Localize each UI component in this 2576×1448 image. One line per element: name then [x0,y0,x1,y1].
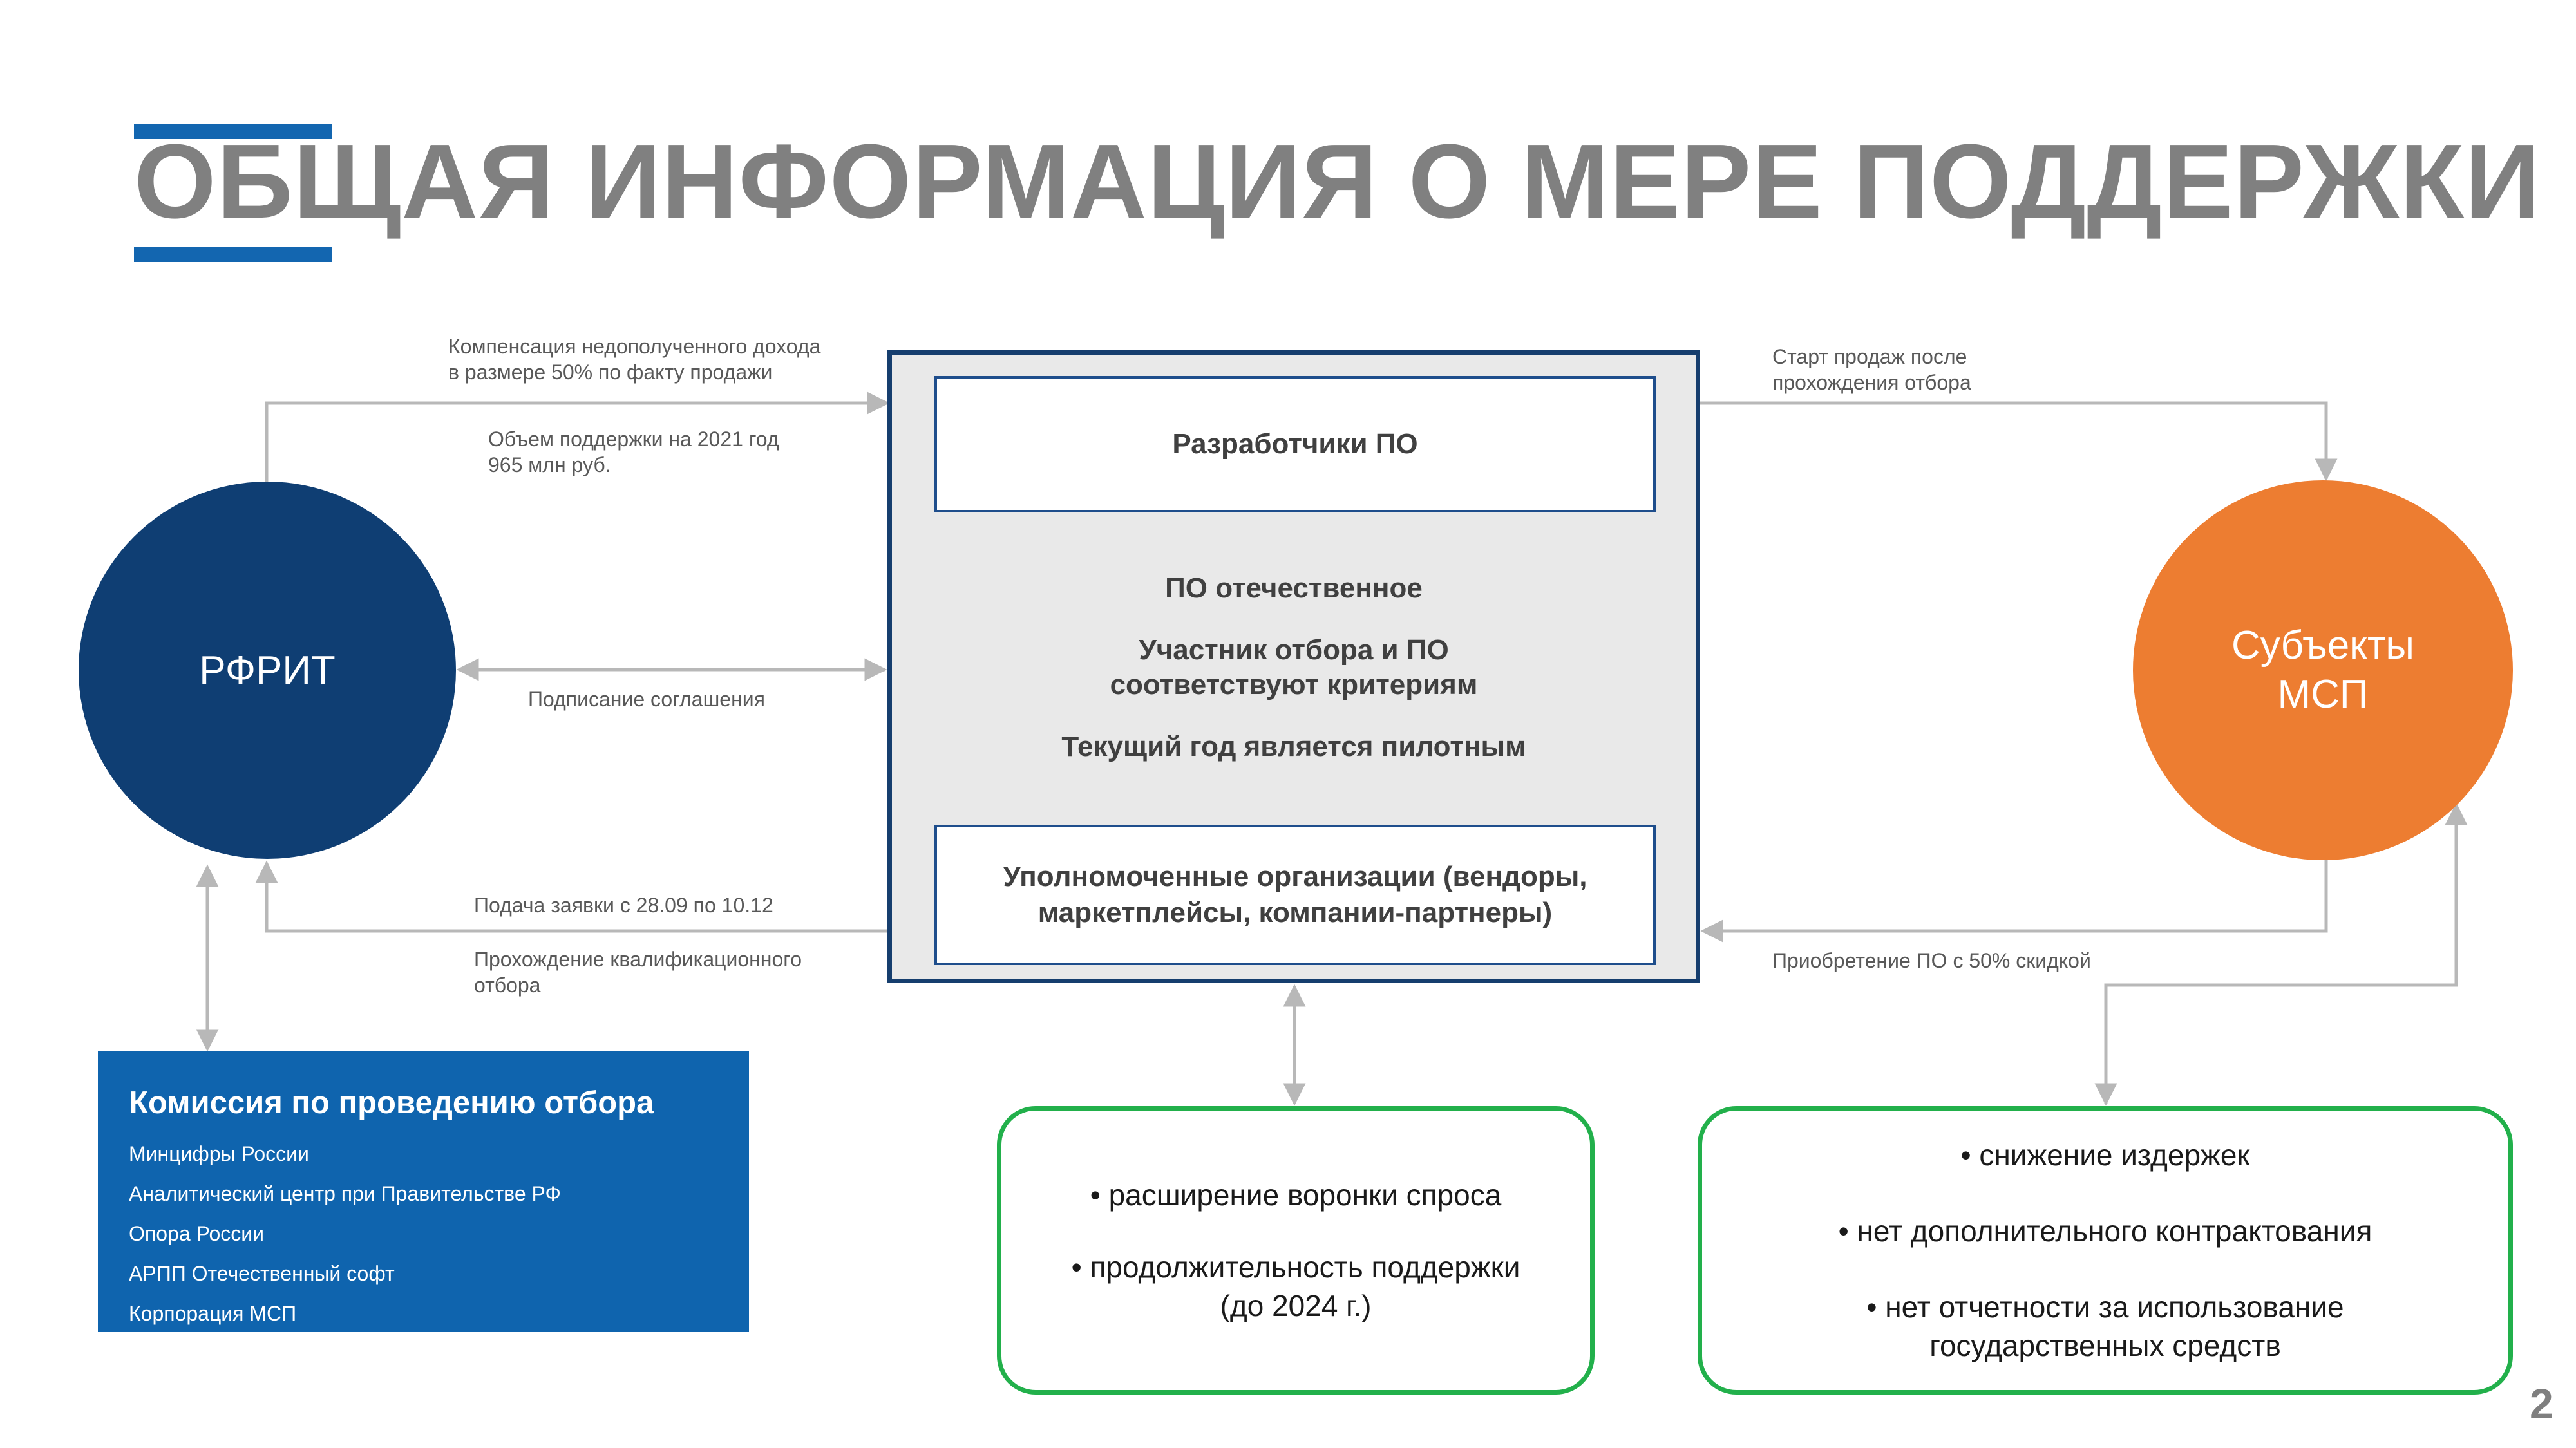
commission-member: Минцифры России [129,1142,309,1165]
center-box [887,350,1700,983]
node-rfrit: РФРИТ [79,482,456,859]
node-msp: Субъекты МСП [2133,480,2513,860]
benefits-vendors [997,1106,1595,1395]
label-sales-start: Старт продаж после прохождения отбора [1772,345,1971,394]
label-compensation: Компенсация недополученного дохода в размере 50% по факту продажи [448,335,821,384]
connector-purchase [1703,860,2326,931]
connector-sales-start [1700,403,2326,479]
commission-member: Опора России [129,1222,264,1245]
box-authorized-orgs: Уполномоченные организации (вендоры, маркетплейсы, компании-партнеры) [934,825,1656,965]
page-number: 2 [2530,1380,2553,1427]
label-qualification: Прохождение квалификационного отбора [474,948,802,997]
label-application: Подача заявки с 28.09 по 10.12 [474,894,773,917]
criterion-pilot-year: Текущий год является пилотным [1061,731,1526,762]
commission-panel [98,1051,749,1332]
page-title: ОБЩАЯ ИНФОРМАЦИЯ О МЕРЕ ПОДДЕРЖКИ [134,122,2541,240]
commission-member: Аналитический центр при Правительстве РФ [129,1182,561,1205]
box-developers: Разработчики ПО [934,376,1656,512]
label-support-volume: Объем поддержки на 2021 год 965 млн руб. [488,428,779,476]
benefit-item: • снижение издержек [1960,1138,2250,1172]
label-agreement: Подписание соглашения [528,688,765,711]
commission-member: АРПП Отечественный софт [129,1262,395,1285]
commission-title: Комиссия по проведению отбора [129,1086,654,1120]
benefit-item: • нет отчетности за использование государственных средств [1866,1290,2344,1362]
benefit-item: • продолжительность поддержки (до 2024 г.) [1071,1250,1520,1322]
criterion-domestic: ПО отечественное [1165,572,1423,604]
benefits-msp [1698,1106,2513,1395]
benefit-item: • нет дополнительного контрактования [1838,1214,2372,1248]
benefit-item: • расширение воронки спроса [1090,1178,1502,1212]
commission-member: Корпорация МСП [129,1302,297,1325]
criterion-compliance: Участник отбора и ПО соответствуют критериям [1110,634,1478,700]
label-purchase: Приобретение ПО с 50% скидкой [1772,949,2091,972]
